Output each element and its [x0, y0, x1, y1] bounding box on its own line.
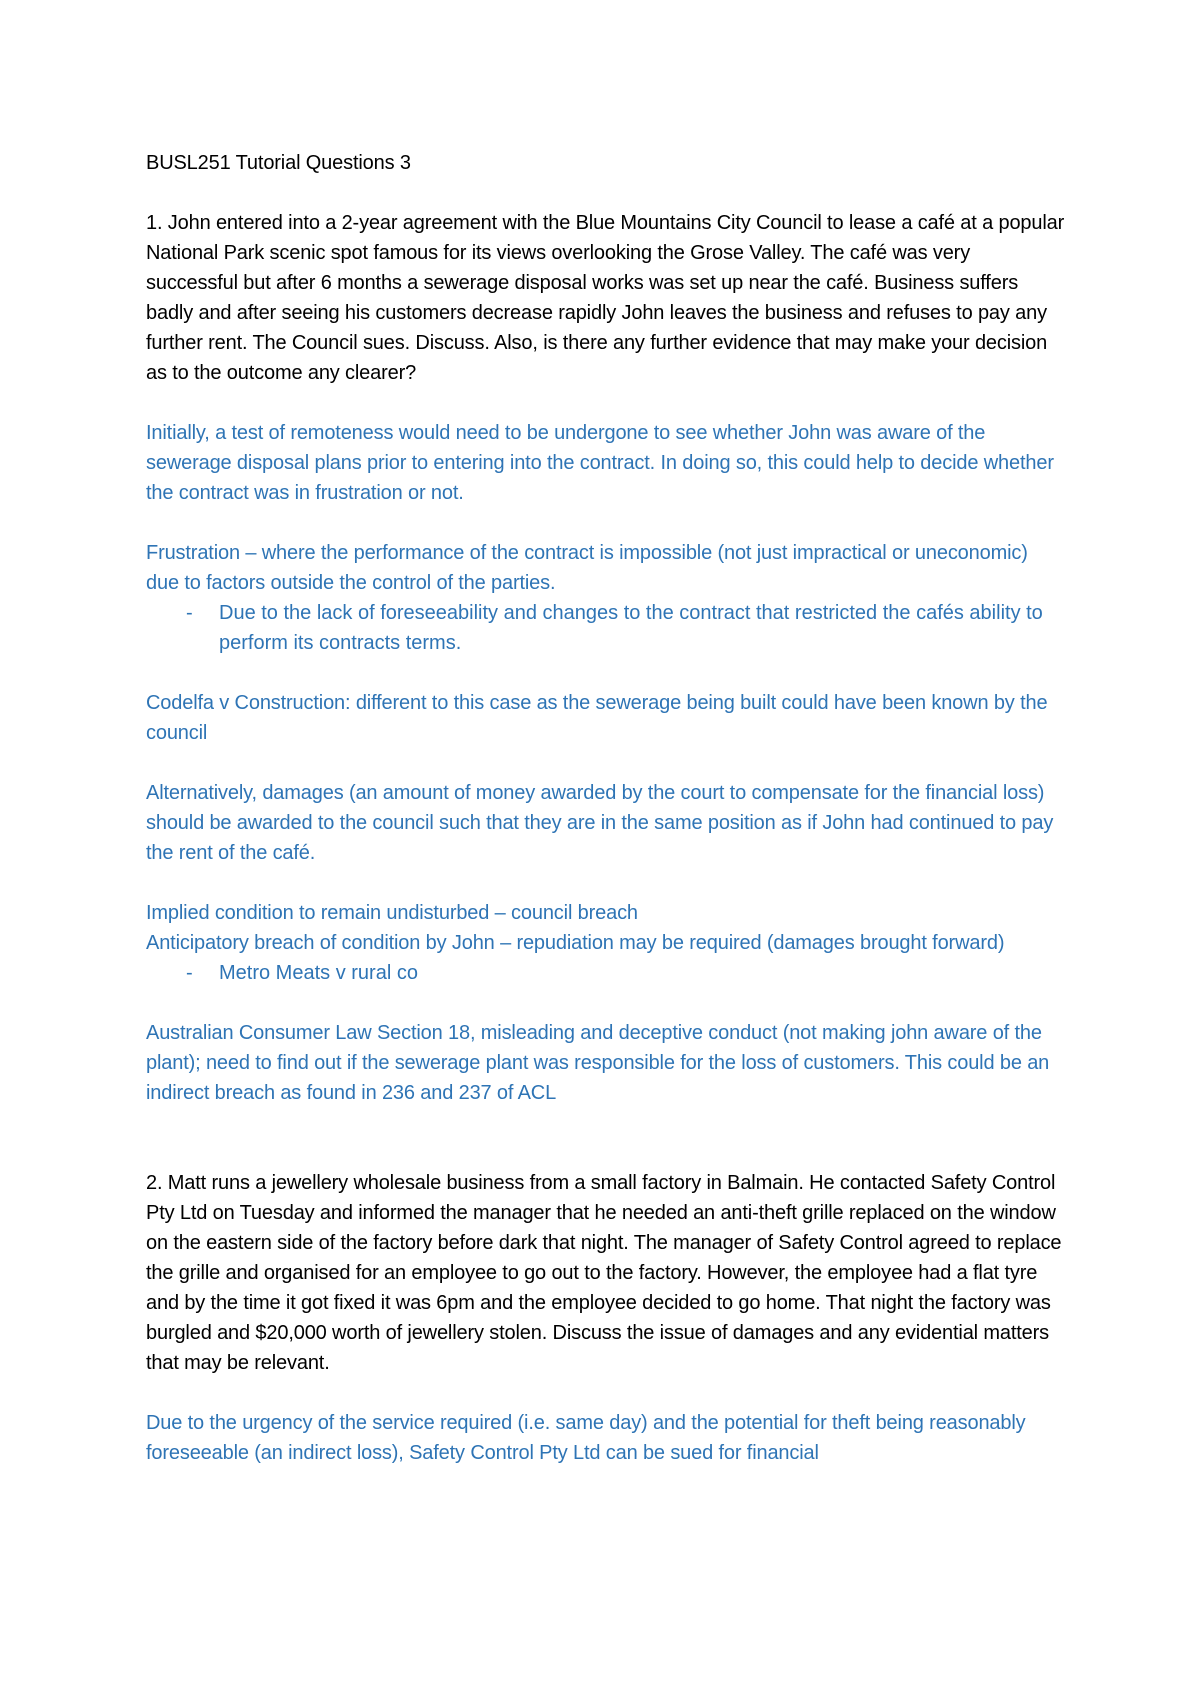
frustration-bullet-item: [146, 598, 1066, 658]
anticipatory-bullet-text: Metro Meats v rural co: [219, 962, 418, 984]
document-title: BUSL251 Tutorial Questions 3: [146, 152, 411, 174]
document-page: [146, 148, 1066, 1498]
anticipatory-bullet-item: [146, 958, 1066, 988]
answer-urgency: Due to the urgency of the service required (i.e. same day) and the potential for theft being reasonably foreseeable (an indirect loss), Safety Control Pty Ltd can be sued for financial: [146, 1412, 1026, 1464]
answer-acl: Australian Consumer Law Section 18, misleading and deceptive conduct (not making john aware of the plant); need to find out if the sewerage plant was responsible for the loss of customers. This could be an indirect breach as found in 236 and 237 of ACL: [146, 1022, 1050, 1104]
paragraph-spacer: [146, 1138, 1066, 1168]
question-2: 2. Matt runs a jewellery wholesale business from a small factory in Balmain. He contacted Safety Control Pty Ltd on Tuesday and informed the manager that he needed an anti-theft grille replaced on the window on the eastern side of the factory before dark that night. The manager of Safety Control agreed to replace the grille and organised for an employee to go out to the factory. However, the employee had a flat tyre and by the time it got fixed it was 6pm and the employee decided to go home. That night the factory was burgled and $20,000 worth of jewellery stolen. Discuss the issue of damages and any evidential matters that may be relevant.: [146, 1172, 1062, 1374]
answer-frustration: Frustration – where the performance of the contract is impossible (not just impractical or uneconomic) due to factors outside the control of the parties.: [146, 542, 1028, 594]
answer-remoteness: Initially, a test of remoteness would need to be undergone to see whether John was aware of the sewerage disposal plans prior to entering into the contract. In doing so, this could help to decide whether the contract was in frustration or not.: [146, 422, 1054, 504]
answer-implied-condition: Implied condition to remain undisturbed – council breach: [146, 902, 638, 924]
bullet-dash: -: [186, 602, 193, 624]
answer-anticipatory-breach: Anticipatory breach of condition by John – repudiation may be required (damages brought forward): [146, 932, 1005, 954]
question-1: 1. John entered into a 2-year agreement with the Blue Mountains City Council to lease a café at a popular National Park scenic spot famous for its views overlooking the Grose Valley. The café was very successful but after 6 months a sewerage disposal works was set up near the café. Business suffers badly and after seeing his customers decrease rapidly John leaves the business and refuses to pay any further rent. The Council sues. Discuss. Also, is there any further evidence that may make your decision as to the outcome any clearer?: [146, 212, 1065, 384]
answer-codelfa: Codelfa v Construction: different to this case as the sewerage being built could have been known by the council: [146, 692, 1048, 744]
answer-damages: Alternatively, damages (an amount of money awarded by the court to compensate for the financial loss) should be awarded to the council such that they are in the same position as if John had continued to pay the rent of the café.: [146, 782, 1054, 864]
bullet-dash: -: [186, 962, 193, 984]
frustration-bullet-text: Due to the lack of foreseeability and changes to the contract that restricted the cafés ability to perform its contracts terms.: [219, 602, 1043, 654]
